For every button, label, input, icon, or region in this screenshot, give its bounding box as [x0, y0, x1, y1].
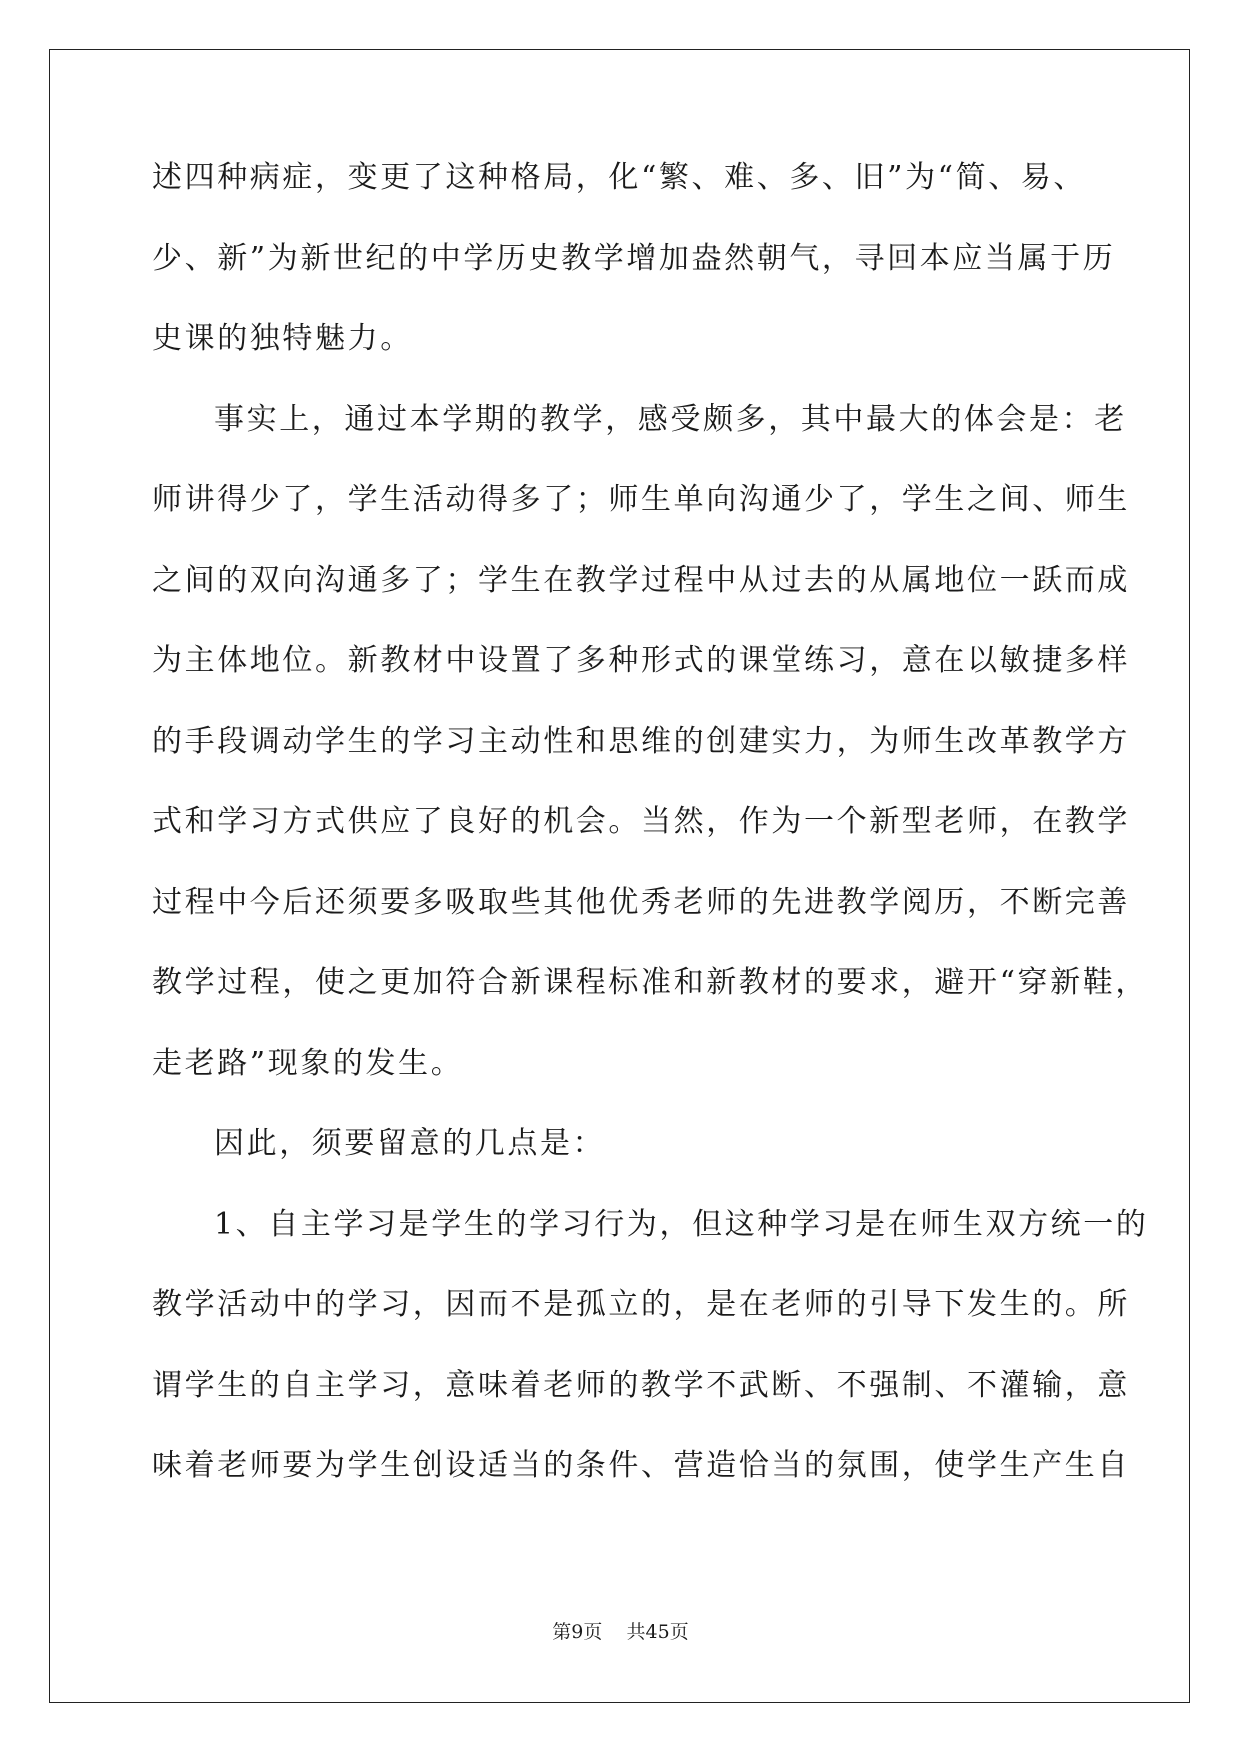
text-line: 少、新”为新世纪的中学历史教学增加盎然朝气，寻回本应当属于历: [152, 240, 1116, 276]
text-line: 式和学习方式供应了良好的机会。当然，作为一个新型老师，在教学: [152, 804, 1130, 839]
text-line: 走老路”现象的发生。: [152, 1045, 464, 1081]
page-number-label: 第9页 共45页: [552, 1621, 689, 1643]
text-line: 的手段调动学生的学习主动性和思维的创建实力，为师生改革教学方: [152, 723, 1130, 759]
paragraph-start-line: 因此，须要留意的几点是：: [214, 1126, 606, 1161]
text-line: 味着老师要为学生创设适当的条件、营造恰当的氛围，使学生产生自: [152, 1448, 1130, 1483]
list-item-start-line: 1、自主学习是学生的学习行为，但这种学习是在师生双方统一的: [214, 1206, 1149, 1242]
document-body: [152, 157, 1149, 1526]
text-line: 为主体地位。新教材中设置了多种形式的课堂练习，意在以敏捷多样: [152, 643, 1130, 678]
text-line: 教学活动中的学习，因而不是孤立的，是在老师的引导下发生的。所: [152, 1287, 1130, 1322]
text-line: 述四种病症，变更了这种格局，化“繁、难、多、旧”为“简、易、: [152, 160, 1087, 195]
paragraph-start-line: 事实上，通过本学期的教学，感受颇多，其中最大的体会是：老: [214, 401, 1127, 437]
text-line: 教学过程，使之更加符合新课程标准和新教材的要求，避开“穿新鞋，: [152, 965, 1148, 1000]
text-line: 之间的双向沟通多了；学生在教学过程中从过去的从属地位一跃而成: [152, 562, 1130, 598]
text-line: 师讲得少了，学生活动得多了；师生单向沟通少了，学生之间、师生: [152, 482, 1130, 517]
text-line: 史课的独特魅力。: [152, 321, 413, 356]
text-line: 过程中今后还须要多吸取些其他优秀老师的先进教学阅历，不断完善: [152, 884, 1130, 920]
text-line: 谓学生的自主学习，意味着老师的教学不武断、不强制、不灌输，意: [152, 1367, 1130, 1403]
page-number-footer: [0, 1617, 1241, 1644]
